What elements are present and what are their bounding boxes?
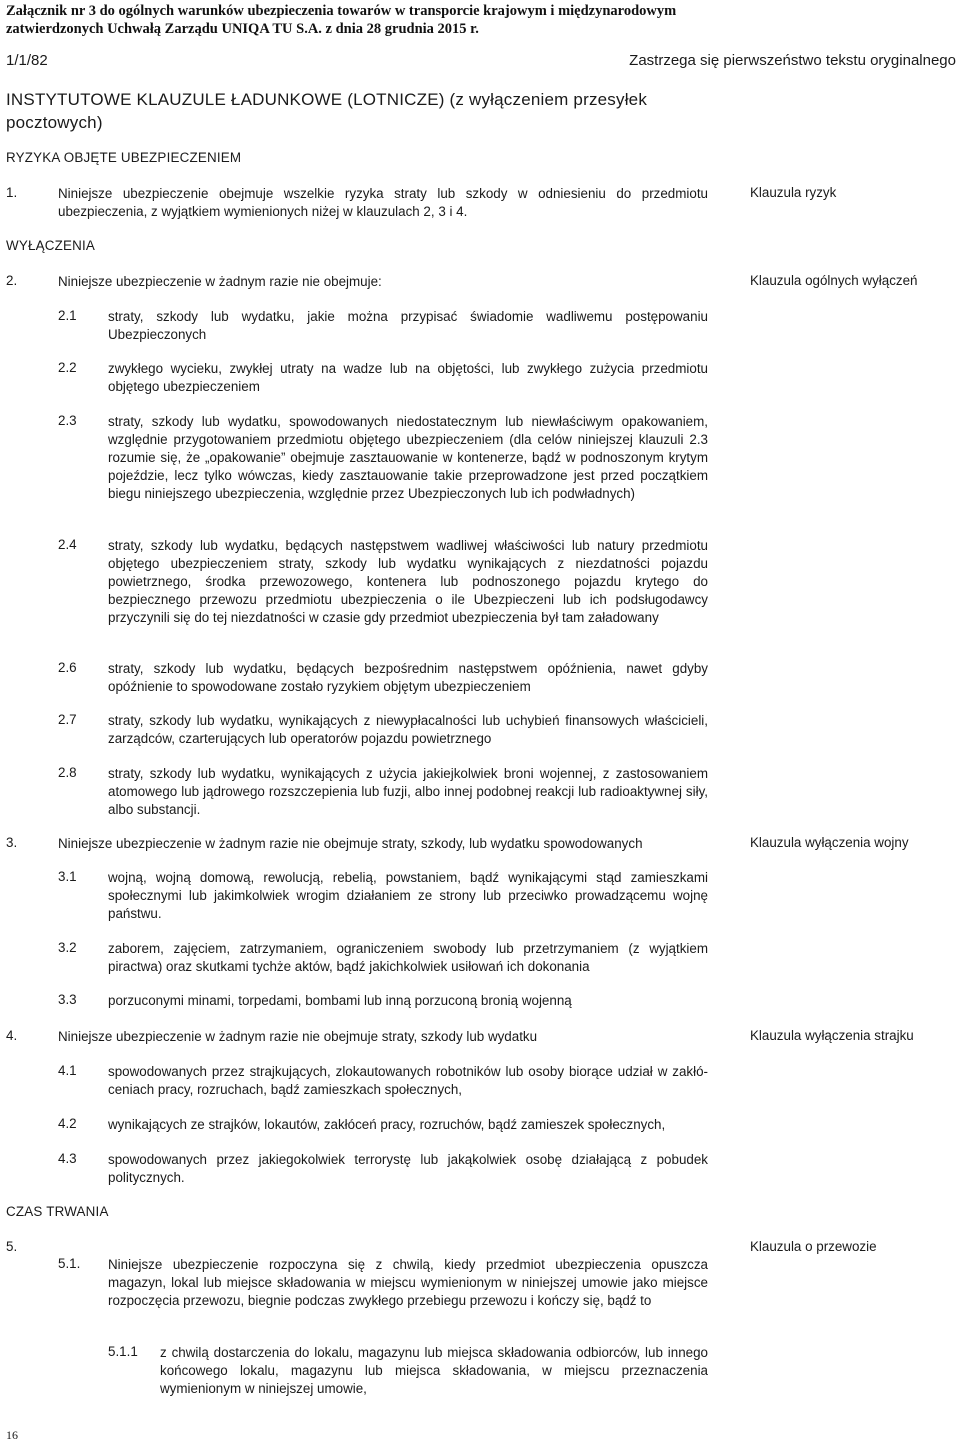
subclause-text: straty, szkody lub wydatku, spowodowanych niedostatecznym lub niewłaściwym opakowaniem, względnie przygotowaniem przedmiotu objętego ubezpieczeniem (dla celów niniejszej klauzuli 2.3 rozumie się, że „opakowanie” obejmuje zasztauowanie w kontenerze, bądź w podnoszonym krytym pojeździe, lecz tylko wówczas, kiedy zasztauowanie takie przeprowadzone jest przed początkiem biegu niniejszego ubezpieczenia, względnie przez Ubezpieczonych lub ich podwładnych) xyxy=(108,414,708,501)
subclause-text: spowodowanych przez strajkujących, zlokautowanych robotników lub osoby biorące udział w zakłó- ceniach pracy, rozruchach, bądź zamieszkach społecznych, xyxy=(108,1064,708,1097)
document-id: 1/1/82 xyxy=(6,52,48,69)
clause-number: 4. xyxy=(6,1028,18,1043)
subclause-text: zwykłego wycieku, zwykłej utraty na wadze lub na objętości, lub zwykłego zużycia przedmiotu objętego ubezpieczeniem xyxy=(108,361,708,394)
subclause-text: Niniejsze ubezpieczenie rozpoczyna się z chwilą, kiedy przedmiot ubezpieczenia opuszcza magazyn, lokal lub miejsce składowania w miejscu wymienionym w niniejszej umowie jako miejsce rozpoczęcia przewozu, biegnie podczas zwykłego przebiegu przewozu i kończy się, bądź to xyxy=(108,1257,708,1308)
subclause-number: 2.8 xyxy=(58,765,77,780)
section-heading-risks: RYZYKA OBJĘTE UBEZPIECZENIEM xyxy=(6,150,242,165)
subclause-text: zaborem, zajęciem, zatrzymaniem, ograniczeniem swobody lub przetrzymaniem (z wyjątkiem piractwa) oraz skutkami tychże aktów, bądź jakichkolwiek usiłowań ich dokonania xyxy=(108,941,708,974)
clause-number: 3. xyxy=(6,835,18,850)
side-label-risks: Klauzula ryzyk xyxy=(750,185,837,200)
clause-text: Niniejsze ubezpieczenie w żadnym razie nie obejmuje straty, szkody lub wydatku xyxy=(58,1029,538,1044)
attachment-header: Załącznik nr 3 do ogólnych warunków ubezpieczenia towarów w transporcie krajowym i międzynarodowym zatwierdzonych Uchwałą Zarządu UNIQA TU S.A. z dnia 28 grudnia 2015 r. xyxy=(6,3,677,37)
clause-number: 5. xyxy=(6,1239,18,1254)
subclause-number: 2.3 xyxy=(58,413,77,428)
subclause-text: straty, szkody lub wydatku, wynikających z niewypłacalności lub uchybień finansowych właścicieli, zarządców, czarterujących lub operatorów pojazdu powietrznego xyxy=(108,713,708,746)
subclause-text: straty, szkody lub wydatku, będących bezpośrednim następstwem opóźnienia, nawet gdyby opóźnienie to spowodowane zostało ryzykiem objętym ubezpieczeniem xyxy=(108,661,708,694)
clause-text: Niniejsze ubezpieczenie w żadnym razie nie obejmuje straty, szkody, lub wydatku spowodowanych xyxy=(58,836,643,851)
subclause-number: 4.1 xyxy=(58,1063,77,1078)
subclause-number: 2.1 xyxy=(58,308,77,323)
subsubclause-number: 5.1.1 xyxy=(108,1344,138,1359)
clause-text: Niniejsze ubezpieczenie obejmuje wszelkie ryzyka straty lub szkody w odniesieniu do przedmiotu ubezpieczenia, z wyjątkiem wymienionych niżej w klauzulach 2, 3 i 4. xyxy=(58,186,708,219)
original-text-note: Zastrzega się pierwszeństwo tekstu oryginalnego xyxy=(629,52,956,69)
side-label-transit: Klauzula o przewozie xyxy=(750,1239,877,1254)
subclause-number: 2.4 xyxy=(58,537,77,552)
page-number: 16 xyxy=(6,1428,18,1442)
subclause-number: 3.1 xyxy=(58,869,77,884)
subclause-number: 3.2 xyxy=(58,940,77,955)
clause-number: 2. xyxy=(6,273,18,288)
subclause-text: wynikających ze strajków, lokautów, zakłóceń pracy, rozruchów, bądź zamieszek społecznych, xyxy=(108,1117,666,1132)
document-title: INSTYTUTOWE KLAUZULE ŁADUNKOWE (LOTNICZE) (z wyłączeniem przesyłek pocztowych) xyxy=(6,90,648,132)
subclause-text: straty, szkody lub wydatku, wynikających z użycia jakiejkolwiek broni wojennej, z zastosowaniem atomowego lub jądrowego rozszczepienia lub fuzji, albo innej podobnej reakcji lub radioaktywnej siły, albo substancji. xyxy=(108,766,708,817)
subclause-number: 5.1. xyxy=(58,1256,81,1271)
clause-text: Niniejsze ubezpieczenie w żadnym razie nie obejmuje: xyxy=(58,274,382,289)
side-label-strike-exclusion: Klauzula wyłączenia strajku xyxy=(750,1028,914,1043)
subclause-text: spowodowanych przez jakiegokolwiek terrorystę lub jakąkolwiek osobę działającą z pobudek politycznych. xyxy=(108,1152,708,1185)
side-label-war-exclusion: Klauzula wyłączenia wojny xyxy=(750,835,909,850)
clause-number: 1. xyxy=(6,185,18,200)
subclause-text: porzuconymi minami, torpedami, bombami lub inną porzuconą bronią wojenną xyxy=(108,993,572,1008)
subclause-text: wojną, wojną domową, rewolucją, rebelią, powstaniem, bądź wynikającymi stąd zamieszkami społecznymi lub jakimkolwiek wrogim działaniem ze strony lub przeciwko prowadzącemu wojnę państwu. xyxy=(108,870,708,921)
subclause-number: 4.2 xyxy=(58,1116,77,1131)
subclause-number: 2.6 xyxy=(58,660,77,675)
side-label-general-exclusions: Klauzula ogólnych wyłączeń xyxy=(750,273,918,288)
subclause-number: 4.3 xyxy=(58,1151,77,1166)
section-heading-duration: CZAS TRWANIA xyxy=(6,1204,109,1219)
subclause-number: 2.7 xyxy=(58,712,77,727)
subclause-text: straty, szkody lub wydatku, jakie można przypisać świadomie wadliwemu postępowaniu Ubezpieczonych xyxy=(108,309,708,342)
subclause-text: straty, szkody lub wydatku, będących następstwem wadliwej właściwości lub natury przedmiotu objętego ubezpieczeniem straty, szkody lub wydatku wynikających z niezdatności pojazdu powietrznego, środka przewozowego, kontenera lub podnoszonego pojazdu krytego do bezpiecznego przewozu przedmiotu ubezpieczenia o ile Ubezpieczeni lub ich podsługodawcy przyczynili się do tej niezdatności w czasie gdy przedmiot ubezpieczenia był tam załadowany xyxy=(108,538,708,625)
subclause-number: 2.2 xyxy=(58,360,77,375)
subclause-number: 3.3 xyxy=(58,992,77,1007)
subsubclause-text: z chwilą dostarczenia do lokalu, magazynu lub miejsca składowania odbiorców, lub innego końcowego lokalu, magazynu lub miejsca składowania, w miejscu przeznaczenia wymienionym w niniejszej umowie, xyxy=(160,1345,708,1396)
section-heading-exclusions: WYŁĄCZENIA xyxy=(6,238,96,253)
